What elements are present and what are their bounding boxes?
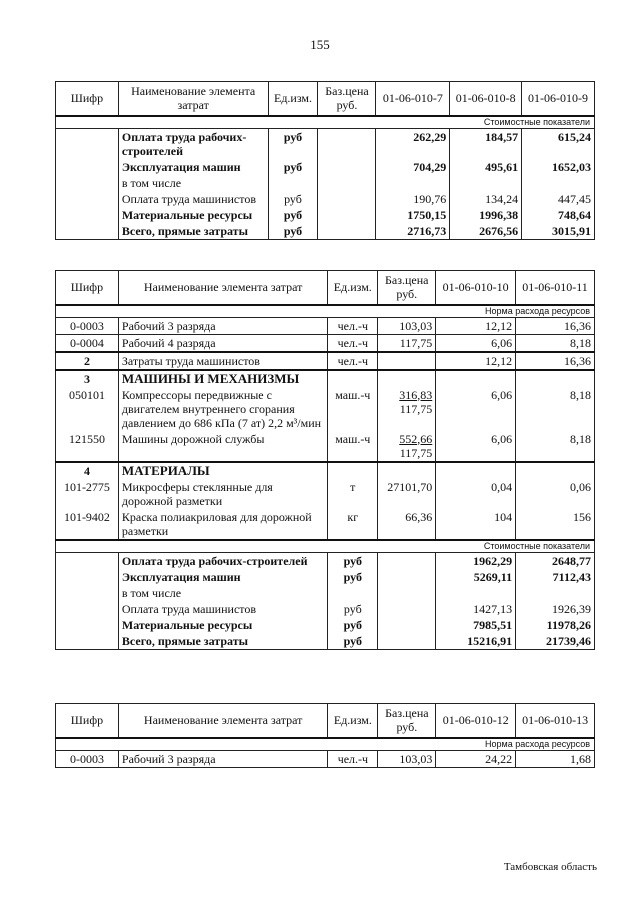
row-name: в том числе	[118, 585, 327, 601]
row-value: 1,68	[516, 750, 595, 767]
header-price: Баз.цена руб.	[378, 271, 436, 305]
row-unit: чел.-ч	[328, 750, 378, 767]
row-code: 101-2775	[56, 479, 119, 509]
row-code: 101-9402	[56, 509, 119, 540]
row-value: 7112,43	[516, 569, 595, 585]
row-value: 8,18	[516, 334, 595, 352]
row-name: Затраты труда машинистов	[118, 352, 327, 370]
row-name: МАТЕРИАЛЫ	[118, 462, 327, 479]
row-value: 2716,73	[376, 223, 450, 240]
row-name: Материальные ресурсы	[118, 617, 327, 633]
row-unit: кг	[328, 509, 378, 540]
row-value: 1996,38	[450, 207, 522, 223]
row-price-secondary: 117,75	[399, 401, 433, 416]
row-unit: чел.-ч	[328, 317, 378, 334]
row-value: 495,61	[450, 159, 522, 175]
header-name: Наименование элемента затрат	[118, 82, 268, 116]
row-value: 7985,51	[436, 617, 516, 633]
row-value: 2648,77	[516, 552, 595, 569]
row-code: 050101	[56, 387, 119, 431]
header-col-1: 01-06-010-7	[376, 82, 450, 116]
row-value: 748,64	[522, 207, 595, 223]
row-value: 447,45	[522, 191, 595, 207]
row-value: 0,06	[516, 479, 595, 509]
row-value: 2676,56	[450, 223, 522, 240]
header-code: Шифр	[56, 704, 119, 738]
row-value: 16,36	[516, 352, 595, 370]
row-value: 11978,26	[516, 617, 595, 633]
row-unit: руб	[328, 633, 378, 650]
row-name: Рабочий 4 разряда	[118, 334, 327, 352]
row-value: 8,18	[516, 387, 595, 431]
header-price: Баз.цена руб.	[318, 82, 376, 116]
row-value: 156	[516, 509, 595, 540]
row-name: Рабочий 3 разряда	[118, 317, 327, 334]
row-value: 1962,29	[436, 552, 516, 569]
row-name: Краска полиакриловая для дорожной разметки	[118, 509, 327, 540]
header-col-2: 01-06-010-11	[516, 271, 595, 305]
header-col-2: 01-06-010-13	[516, 704, 595, 738]
cost-table-1	[55, 81, 595, 240]
row-name: Материальные ресурсы	[118, 207, 268, 223]
header-code: Шифр	[56, 271, 119, 305]
row-unit: руб	[268, 207, 318, 223]
row-value: 190,76	[376, 191, 450, 207]
row-code: 2	[56, 352, 119, 370]
row-value: 0,04	[436, 479, 516, 509]
row-value: 1652,03	[522, 159, 595, 175]
row-price: 103,03	[378, 317, 436, 334]
row-value: 184,57	[450, 128, 522, 159]
row-name: Оплата труда рабочих-строителей	[118, 128, 268, 159]
footer-region: Тамбовская область	[503, 861, 597, 873]
header-col-1: 01-06-010-12	[436, 704, 516, 738]
row-name: МАШИНЫ И МЕХАНИЗМЫ	[118, 370, 327, 387]
header-name: Наименование элемента затрат	[118, 271, 327, 305]
row-value: 15216,91	[436, 633, 516, 650]
row-name: Эксплуатация машин	[118, 159, 268, 175]
row-name: Машины дорожной службы	[118, 431, 327, 462]
header-col-1: 01-06-010-10	[436, 271, 516, 305]
row-unit: руб	[268, 128, 318, 159]
row-value: 704,29	[376, 159, 450, 175]
row-price: 552,66	[399, 431, 433, 446]
header-col-3: 01-06-010-9	[522, 82, 595, 116]
row-name: Всего, прямые затраты	[118, 223, 268, 240]
page-number: 155	[310, 37, 330, 52]
row-value: 1750,15	[376, 207, 450, 223]
resource-table-3	[55, 703, 595, 768]
row-name: Всего, прямые затраты	[118, 633, 327, 650]
row-code: 0-0003	[56, 750, 119, 767]
row-value: 134,24	[450, 191, 522, 207]
row-value: 16,36	[516, 317, 595, 334]
resource-table-2	[55, 270, 595, 650]
header-col-2: 01-06-010-8	[450, 82, 522, 116]
row-value: 6,06	[436, 334, 516, 352]
row-value: 262,29	[376, 128, 450, 159]
header-name: Наименование элемента затрат	[118, 704, 328, 738]
row-code: 121550	[56, 431, 119, 462]
row-unit: руб	[328, 617, 378, 633]
row-unit: руб	[268, 159, 318, 175]
row-price: 316,83	[399, 387, 433, 402]
row-name: Эксплуатация машин	[118, 569, 327, 585]
header-unit: Ед.изм.	[328, 271, 378, 305]
row-code: 0-0003	[56, 317, 119, 334]
section-label: Норма расхода ресурсов	[56, 738, 595, 751]
row-code: 0-0004	[56, 334, 119, 352]
row-unit: руб	[268, 223, 318, 240]
row-unit: маш.-ч	[328, 431, 378, 462]
row-unit: чел.-ч	[328, 334, 378, 352]
row-price: 103,03	[378, 750, 436, 767]
row-name: Оплата труда машинистов	[118, 601, 327, 617]
row-unit: руб	[268, 191, 318, 207]
row-unit: руб	[328, 601, 378, 617]
row-price: 27101,70	[378, 479, 436, 509]
row-value: 12,12	[436, 352, 516, 370]
row-price-secondary: 117,75	[399, 445, 433, 460]
row-value: 24,22	[436, 750, 516, 767]
header-unit: Ед.изм.	[268, 82, 318, 116]
row-value: 615,24	[522, 128, 595, 159]
row-unit: руб	[328, 569, 378, 585]
row-value: 1427,13	[436, 601, 516, 617]
section-label: Стоимостные показатели	[56, 540, 595, 553]
row-unit: маш.-ч	[328, 387, 378, 431]
row-price: 117,75	[378, 334, 436, 352]
row-value: 12,12	[436, 317, 516, 334]
row-code: 4	[56, 462, 119, 479]
row-name: Компрессоры передвижные с двигателем внутреннего сгорания давлением до 686 кПа (7 ат) 2,2 м³/мин	[118, 387, 327, 431]
row-value: 6,06	[436, 387, 516, 431]
row-unit: т	[328, 479, 378, 509]
row-name: в том числе	[118, 175, 268, 191]
row-value: 6,06	[436, 431, 516, 462]
section-label: Стоимостные показатели	[56, 116, 595, 129]
row-value: 1926,39	[516, 601, 595, 617]
row-code: 3	[56, 370, 119, 387]
row-name: Оплата труда рабочих-строителей	[118, 552, 327, 569]
row-value: 3015,91	[522, 223, 595, 240]
row-unit: чел.-ч	[328, 352, 378, 370]
row-value: 5269,11	[436, 569, 516, 585]
row-value: 8,18	[516, 431, 595, 462]
row-price: 66,36	[378, 509, 436, 540]
header-price: Баз.цена руб.	[378, 704, 436, 738]
header-code: Шифр	[56, 82, 119, 116]
header-unit: Ед.изм.	[328, 704, 378, 738]
row-name: Рабочий 3 разряда	[118, 750, 328, 767]
section-label: Норма расхода ресурсов	[56, 305, 595, 318]
row-value: 21739,46	[516, 633, 595, 650]
row-name: Микросферы стеклянные для дорожной разметки	[118, 479, 327, 509]
row-unit: руб	[328, 552, 378, 569]
row-name: Оплата труда машинистов	[118, 191, 268, 207]
row-value: 104	[436, 509, 516, 540]
